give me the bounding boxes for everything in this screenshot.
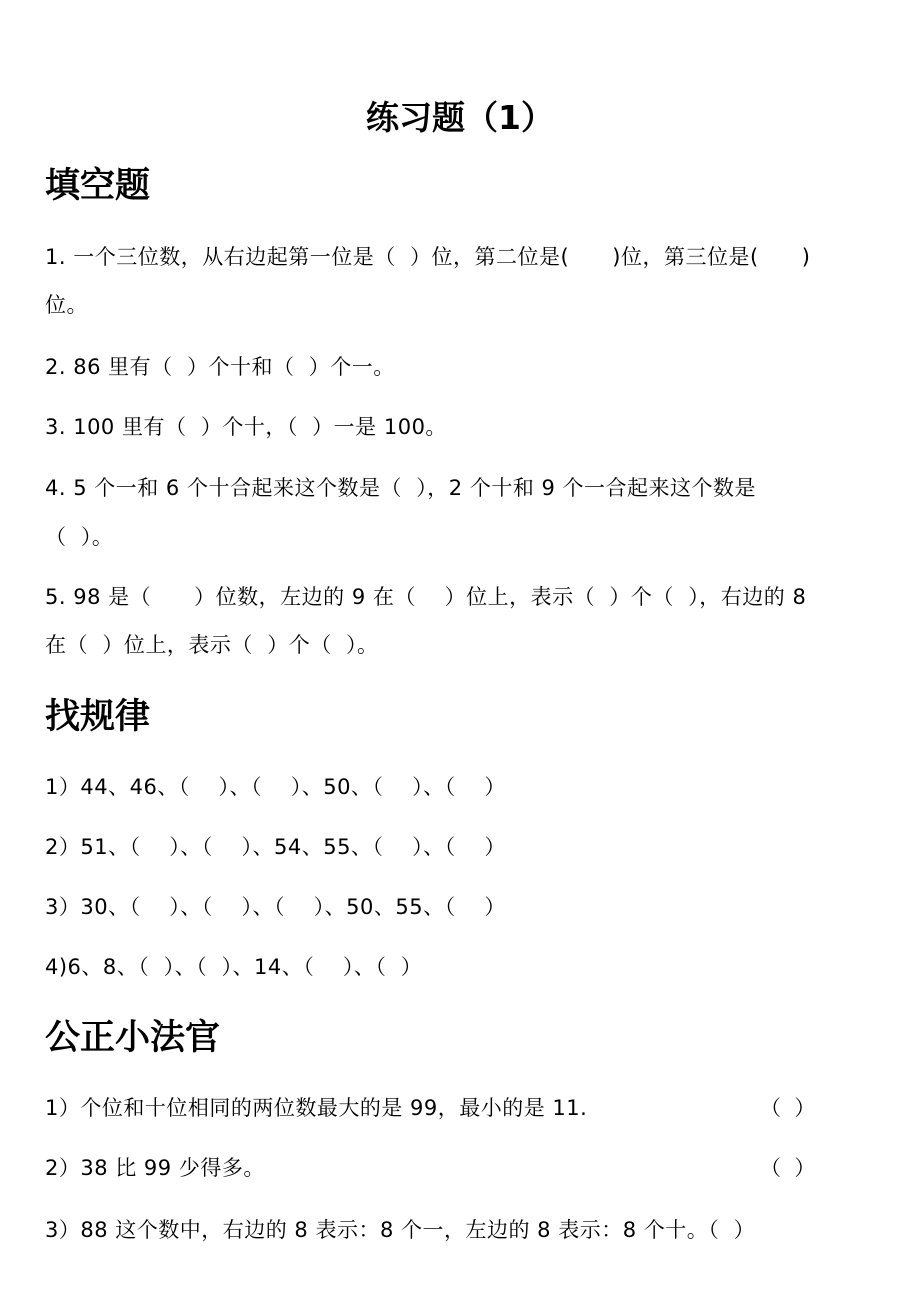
page-title: 练习题（1） xyxy=(366,98,554,137)
section-heading-patterns: 找规律 xyxy=(45,697,151,737)
question-line: 4. 5 个一和 6 个十合起来这个数是（ ），2 个十和 9 个一合起来这个数是 xyxy=(45,476,757,500)
question-line: 在（ ）位上，表示（ ）个（ ）。 xyxy=(45,633,379,657)
judge-line: 2）38 比 99 少得多。 xyxy=(45,1156,265,1180)
answer-bracket: （ ） xyxy=(760,1156,816,1180)
question-line: 5. 98 是（ ）位数，左边的 9 在（ ）位上，表示（ ）个（ ），右边的 8 xyxy=(45,585,807,609)
question-line: 2. 86 里有（ ）个十和（ ）个一。 xyxy=(45,355,395,379)
section-heading-true-false: 公正小法官 xyxy=(45,1018,221,1058)
pattern-line: 1）44、46、（ ）、（ ）、50、（ ）、（ ） xyxy=(45,775,506,799)
judge-line: 1）个位和十位相同的两位数最大的是 99，最小的是 11. xyxy=(45,1096,588,1120)
judge-line: 3）88 这个数中，右边的 8 表示：8 个一，左边的 8 表示：8 个十。（ ） xyxy=(45,1218,756,1242)
pattern-line: 2）51、（ ）、（ ）、54、55、（ ）、（ ） xyxy=(45,835,506,859)
question-line: 位。 xyxy=(45,293,88,317)
answer-bracket: （ ） xyxy=(760,1096,816,1120)
question-line: 1. 一个三位数，从右边起第一位是（ ）位，第二位是( )位，第三位是( ) xyxy=(45,245,811,269)
pattern-line: 3）30、（ ）、（ ）、（ ）、50、55、（ ） xyxy=(45,895,506,919)
section-heading-fill-blank: 填空题 xyxy=(45,166,151,206)
question-line: （ ）。 xyxy=(45,525,114,549)
question-line: 3. 100 里有（ ）个十，（ ）一是 100。 xyxy=(45,415,447,439)
pattern-line: 4)6、8、（ ）、（ ）、14、（ ）、（ ） xyxy=(45,955,423,979)
